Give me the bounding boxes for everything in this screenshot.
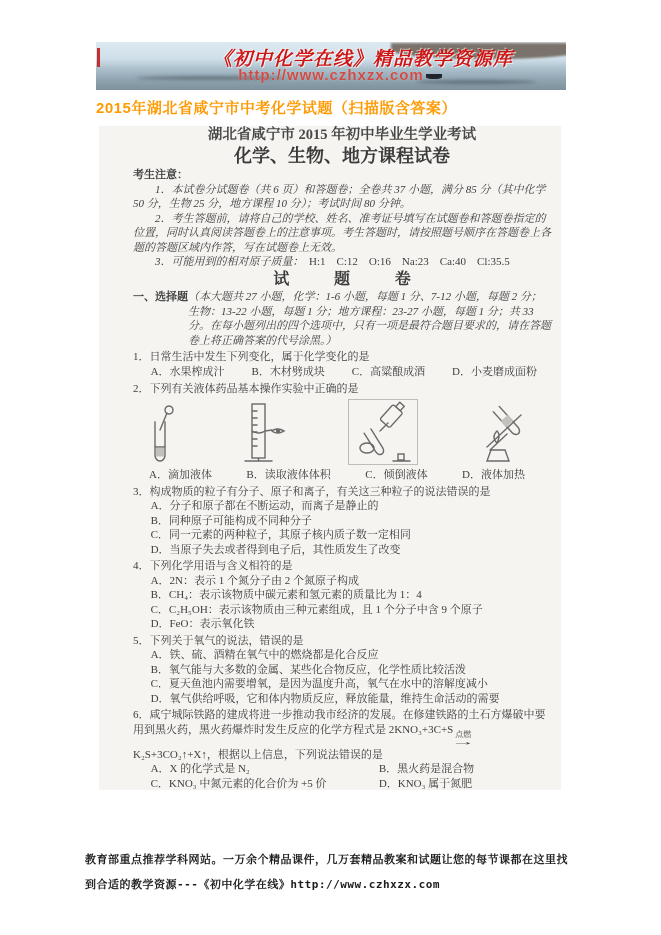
atomic-mass-list: H:1 C:12 O:16 Na:23 Ca:40 Cl:35.5: [309, 256, 510, 269]
figure-caption-b: B．读取液体体积: [246, 469, 331, 482]
notice-label: 考生注意：: [133, 169, 188, 182]
question-4-option-d: D．FeO：表示氧化铁: [150, 618, 255, 631]
question-6-option-d: D．KNO₃ 属于氮肥: [378, 777, 473, 790]
section-choice-questions: [133, 290, 551, 348]
equation-condition-label: 点燃: [455, 729, 472, 739]
question-6-option-a: A．X 的化学式是 N₂: [150, 763, 250, 776]
question-1-option-d: D．小麦磨成面粉: [452, 366, 537, 378]
question-5-option-d: D．氧气供给呼吸，它和体内物质反应，释放能量，维持生命活动的需要: [150, 692, 500, 705]
question-5-option-c: C．夏天鱼池内需要增氧，是因为温度升高，氧气在水中的溶解度减小: [150, 678, 488, 691]
question-5-option-a: A．铁、硫、酒精在氧气中的燃烧都是化合反应: [150, 649, 379, 662]
section-description: （本大题共 27 小题，化学：1-6 小题，每题 1 分、7-12 小题，每题 2 分；生物：13-22 小题，每题 1 分；地方课程：23-27 小题，每题 1 分；共 33 分。在每小题列出的四个选项中，只有一项是最符合题目要求的，请在答题卷上将正确答案的代号涂黑。）: [188, 291, 551, 347]
question-1: [133, 350, 551, 379]
figure-option-c: [348, 399, 418, 465]
paper-heading: 试 题 卷: [273, 270, 426, 288]
footer-promo-text: 教育部重点推荐学科网站。一万余个精品课件，几万套精品教案和试题让您的每节课都在这里找到合适的教学资源---《初中化学在线》: [85, 853, 568, 892]
question-6-option-c: C．KNO₃ 中氮元素的化合价为 +5 价: [150, 777, 327, 790]
question-5: [133, 634, 551, 707]
notice-3-label: 3．可能用到的相对原子质量：: [155, 256, 298, 269]
footer-promo: [85, 847, 577, 898]
heat-test-tube-icon: [477, 401, 533, 465]
question-6-stem-text2: K₂S+3CO₂↑+X↑，根据以上信息，下列说法错误的是: [133, 748, 383, 761]
pour-liquid-icon: [355, 401, 411, 463]
question-4-option-c: C．C₂H₅OH：表示该物质由三种元素组成，且 1 个分子中含 9 个原子: [150, 603, 483, 616]
question-6-option-b: B．黑火药是混合物: [378, 763, 475, 776]
site-banner[interactable]: [96, 42, 566, 90]
question-1-option-a: A．水果榨成汁: [150, 366, 225, 378]
question-3-stem: 3．构成物质的粒子有分子、原子和离子，有关这三种粒子的说法错误的是: [133, 485, 491, 498]
figure-caption-a: A．滴加液体: [149, 469, 212, 482]
section-label: 一、选择题: [133, 291, 188, 304]
question-5-stem: 5．下列关于氧气的说法，错误的是: [133, 634, 304, 647]
question-6-stem: [133, 708, 551, 762]
footer-url-link[interactable]: http://www.czhxzx.com: [290, 878, 440, 892]
exam-header-line2: 化学、生物、地方课程试卷: [234, 145, 450, 166]
figure-option-d: [477, 401, 533, 465]
question-2-stem: 2．下列有关液体药品基本操作实验中正确的是: [133, 382, 359, 395]
notice-item-3: [133, 255, 551, 270]
question-1-option-b: B．木材劈成块: [251, 366, 325, 378]
question-4: [133, 559, 551, 632]
figure-caption-c: C．倾倒液体: [365, 469, 428, 482]
page-title: 2015年湖北省咸宁市中考化学试题（扫描版含答案）: [96, 100, 457, 117]
equation-condition: [451, 729, 476, 748]
notice-item-1: 1．本试卷分试题卷（共 6 页）和答题卷；全卷共 37 小题，满分 85 分（其中化学 50 分，生物 25 分，地方课程 10 分）；考试时间 80 分钟。: [133, 183, 546, 211]
figure-option-b: [236, 401, 288, 465]
notice-item-2: 2．考生答题前，请将自己的学校、姓名、准考证号填写在试题卷和答题卷指定的位置，同时认真阅读答题卷上的注意事项。考生答题时，请按照题号顺序在答题卷上各题的答题区域内作答，写在试题卷上无效。: [133, 212, 551, 254]
scanned-exam-paper: [99, 126, 561, 790]
exam-header-line1: 湖北省咸宁市 2015 年初中毕业生学业考试: [207, 127, 477, 143]
question-5-option-b: B．氧气能与大多数的金属、某些化合物反应，化学性质比较活泼: [150, 663, 466, 676]
dropper-into-test-tube-icon: [143, 403, 177, 465]
question-3-option-d: D．当原子失去或者得到电子后，其性质发生了改变: [150, 543, 401, 556]
question-3: [133, 485, 551, 558]
question-3-option-c: C．同一元素的两种粒子，其原子核内质子数一定相同: [150, 529, 411, 542]
reaction-arrow-icon: →: [451, 736, 476, 748]
site-title: 《初中化学在线》精品教学资源库: [212, 49, 513, 70]
read-graduated-cylinder-icon: [236, 401, 288, 465]
question-3-option-b: B．同种原子可能构成不同种分子: [150, 514, 312, 527]
question-6: [133, 708, 551, 791]
question-4-stem: 4．下列化学用语与含义相符的是: [133, 560, 293, 573]
site-url-link[interactable]: http://www.czhxzx.com: [238, 67, 424, 84]
figure-caption-d: D．液体加热: [462, 469, 525, 482]
question-2: [133, 382, 551, 483]
question-6-stem-text: 6．咸宁城际铁路的建成将进一步推动我市经济的发展。在修建铁路的土石方爆破中要用到黑火药，黑火药爆炸时发生反应的化学方程式是 2KNO₃+3C+S: [133, 709, 546, 736]
question-1-stem: 1．日常生活中发生下列变化，属于化学变化的是: [133, 351, 370, 364]
question-1-option-c: C．高粱酿成酒: [351, 366, 426, 378]
figure-option-a: [143, 403, 177, 465]
question-4-option-b: B．CH₄：表示该物质中碳元素和氢元素的质量比为 1：4: [150, 589, 422, 602]
question-3-option-a: A．分子和原子都在不断运动，而离子是静止的: [150, 500, 379, 513]
question-4-option-a: A．2N：表示 1 个氮分子由 2 个氮原子构成: [150, 574, 359, 587]
